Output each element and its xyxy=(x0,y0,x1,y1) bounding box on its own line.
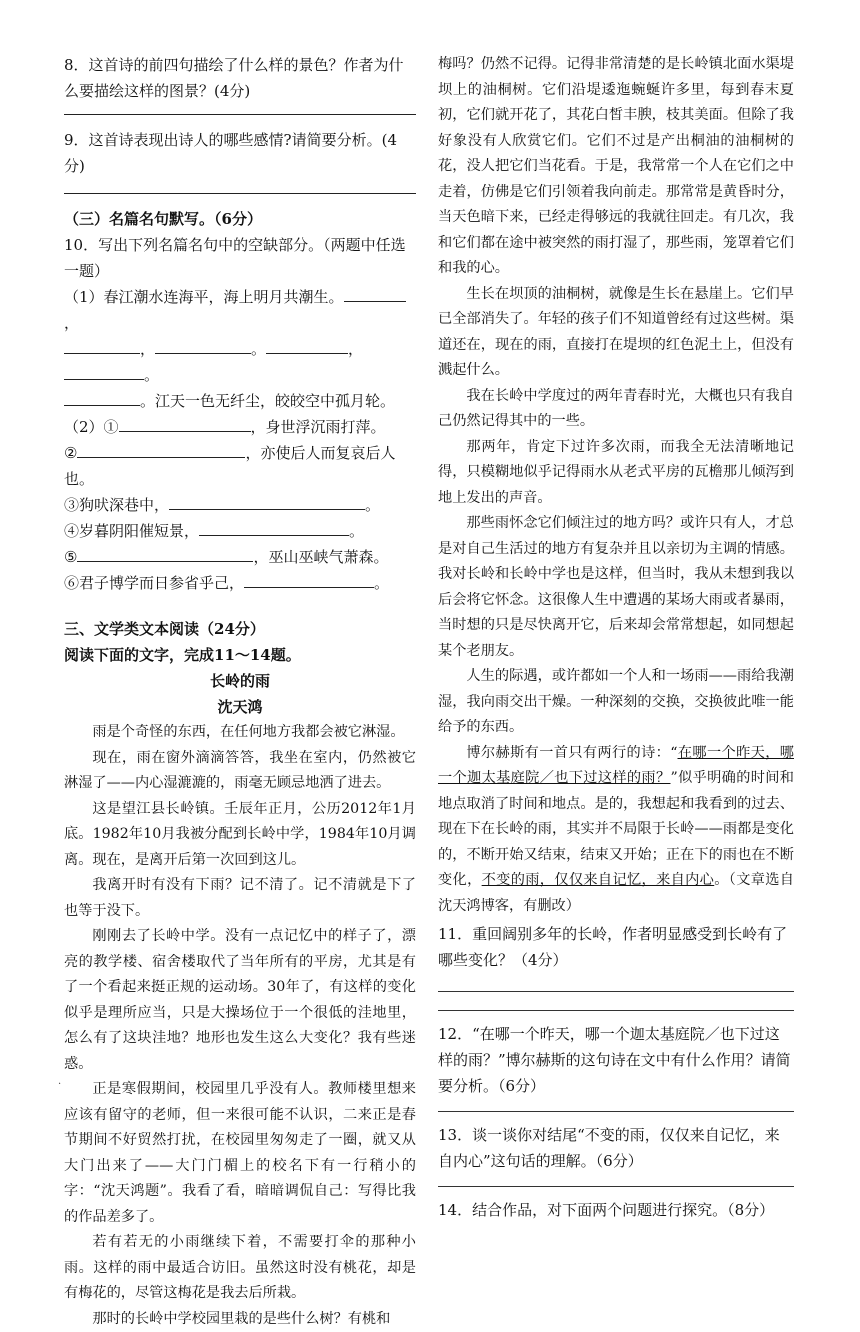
recitation-item-2-3: ③狗吠深巷中， 。 xyxy=(64,492,416,518)
question-14: 14．结合作品，对下面两个问题进行探究。（8分） xyxy=(438,1197,794,1223)
article-paragraph-borges: 博尔赫斯有一首只有两行的诗：“在哪一个昨天，哪一个迦太基庭院／也下过这样的雨？”似乎明确的时间和地点取消了时间和地点。是的，我想起和我看到的过去、现在下在长岭的雨，其实并不局限于长岭——雨都是变化的，不断开始又结束，结束又开始；正在下的雨也在不断变化，不变的雨，仅仅来自记忆，来自内心。（文章选自沈天鸿博客，有删改） xyxy=(438,741,794,920)
answer-line[interactable] xyxy=(438,1111,794,1112)
article-author: 沈天鸿 xyxy=(64,694,416,720)
article-paragraph: 人生的际遇，或许都如一个人和一场雨——雨给我潮湿，我向雨交出干燥。一种深刻的交换，交换彼此唯一能给予的东西。 xyxy=(438,664,794,741)
punctuation: ， xyxy=(140,340,155,358)
article-paragraph: 我离开时有没有下雨？记不清了。记不清就是下了也等于没下。 xyxy=(64,873,416,924)
fill-blank[interactable] xyxy=(77,547,253,562)
fill-blank[interactable] xyxy=(155,339,251,354)
article-title: 长岭的雨 xyxy=(64,668,416,694)
fill-blank[interactable] xyxy=(77,443,245,458)
fill-blank[interactable] xyxy=(64,365,144,380)
punctuation: 。 xyxy=(251,340,266,358)
question-10: 10．写出下列名篇名句中的空缺部分。（两题中任选一题） xyxy=(64,232,416,284)
fill-blank[interactable] xyxy=(244,573,374,588)
article-paragraph: 那时的长岭中学校园里栽的是些什么树？有桃和 xyxy=(64,1307,416,1332)
recitation-item-2-5: ⑤ ，巫山巫峡气萧森。 xyxy=(64,544,416,570)
answer-line[interactable] xyxy=(438,1010,794,1011)
article-paragraph: 若有若无的小雨继续下着，不需要打伞的那种小雨。这样的雨中最适合访旧。虽然这时没有桃花，却是有梅花的，尽管这梅花是我去后所栽。 xyxy=(64,1230,416,1307)
borges-quote: 在哪一个昨天，哪一个迦太基庭院／也下过这样的雨？ xyxy=(438,745,794,787)
answer-line[interactable] xyxy=(438,991,794,992)
answer-line[interactable] xyxy=(64,193,416,194)
article-paragraph: 我在长岭中学度过的两年青春时光，大概也只有我自己仍然记得其中的一些。 xyxy=(438,384,794,435)
article-paragraph: 雨是个奇怪的东西，在任何地方我都会被它淋湿。 xyxy=(64,720,416,746)
recitation-item-1 xyxy=(64,284,416,414)
recitation-item-2-6: ⑥君子博学而日参省乎己， 。 xyxy=(64,570,416,596)
article-paragraph-continued: 梅吗？仍然不记得。记得非常清楚的是长岭镇北面水渠堤坝上的油桐树。它们沿堤逶迤蜿蜒许多里，每到春末夏初，它们就开花了，其花白皙丰腴，枝其美面。但除了我好象没有人欣赏它们。它们不过是产出桐油的油桐树的花，没人把它们当花看。于是，我常常一个人在它们之中走着，仿佛是它们引领着我向前走。那常常是黄昏时分，当天色暗下来，已经走得够远的我就往回走。有几次，我和它们都在途中被突然的雨打湿了，那些雨，笼罩着它们和我的心。 xyxy=(438,52,794,282)
question-8: 8．这首诗的前四句描绘了什么样的景色？作者为什么要描绘这样的图景？(4分) xyxy=(64,52,416,104)
article-paragraph: 正是寒假期间，校园里几乎没有人。教师楼里想来应该有留守的老师，但一来很可能不认识，二来正是春节期间不好贸然打扰，在校园里匆匆走了一圈，就又从大门出来了——大门门楣上的校名下有一行稍小的字：“沈天鸿题”。我看了看，暗暗调侃自己：写得比我的作品差多了。 xyxy=(64,1077,416,1230)
article-paragraph: 那些雨怀念它们倾注过的地方吗？或许只有人，才总是对自己生活过的地方有复杂并且以亲切为主调的情感。我对长岭和长岭中学也是这样，但当时，我从未想到我以后会将它怀念。这很像人生中遭遇的某场大雨或者暴雨，当时想的只是尽快离开它，后来却会常常想起，如同想起某个老朋友。 xyxy=(438,511,794,664)
fill-blank[interactable] xyxy=(266,339,348,354)
question-9: 9．这首诗表现出诗人的哪些感情?请简要分析。(4分) xyxy=(64,127,416,179)
section-heading-recitation: （三）名篇名句默写。（6分） xyxy=(64,206,416,232)
recitation-item-2-2: ② ，亦使后人而复哀后人也。 xyxy=(64,440,416,492)
question-11: 11．重回阔别多年的长岭，作者明显感受到长岭有了哪些变化？（4分） xyxy=(438,921,794,973)
ending-quote: 不变的雨，仅仅来自记忆，来自内心 xyxy=(482,872,715,888)
fill-blank[interactable] xyxy=(119,417,251,432)
answer-line[interactable] xyxy=(438,1186,794,1187)
reading-instruction: 阅读下面的文字，完成11～14题。 xyxy=(64,642,416,668)
article-paragraph: 这是望江县长岭镇。壬辰年正月，公历2012年1月底。1982年10月我被分配到长岭中学，1984年10月调离。现在，是离开后第一次回到这儿。 xyxy=(64,797,416,874)
left-column xyxy=(64,52,416,1332)
stray-mark: . xyxy=(58,1076,61,1087)
recitation-text: 。江天一色无纤尘，皎皎空中孤月轮。 xyxy=(140,392,395,410)
punctuation: 。 xyxy=(144,366,159,384)
fill-blank[interactable] xyxy=(199,521,349,536)
fill-blank[interactable] xyxy=(64,391,140,406)
recitation-item-2-4: ④岁暮阴阳催短景， 。 xyxy=(64,518,416,544)
right-column xyxy=(438,52,794,1223)
section-heading-literature: 三、文学类文本阅读（24分） xyxy=(64,616,416,642)
fill-blank[interactable] xyxy=(169,495,365,510)
recitation-text: （1）春江潮水连海平，海上明月共潮生。 xyxy=(64,288,344,306)
answer-line[interactable] xyxy=(64,114,416,115)
question-13: 13．谈一谈你对结尾“不变的雨，仅仅来自记忆，来自内心”这句话的理解。（6分） xyxy=(438,1122,794,1174)
article-paragraph: 那两年，肯定下过许多次雨，而我全无法清晰地记得，只模糊地似乎记得雨水从老式平房的瓦檐那儿倾泻到地上发出的声音。 xyxy=(438,435,794,512)
article-paragraph: 现在，雨在窗外滴滴答答，我坐在室内，仍然被它淋湿了——内心湿漉漉的，雨毫无顾忌地洒了进去。 xyxy=(64,746,416,797)
recitation-item-2-1: （2）① ，身世浮沉雨打萍。 xyxy=(64,414,416,440)
punctuation: ， xyxy=(64,314,79,332)
question-12: 12．“在哪一个昨天，哪一个迦太基庭院／也下过这样的雨？”博尔赫斯的这句诗在文中有什么作用？请简要分析。（6分） xyxy=(438,1021,794,1099)
fill-blank[interactable] xyxy=(344,287,406,302)
punctuation: ， xyxy=(348,340,363,358)
article-paragraph: 生长在坝顶的油桐树，就像是生长在悬崖上。它们早已全部消失了。年轻的孩子们不知道曾经有过这些树。渠道还在，现在的雨，直接打在堤坝的红色泥土上，但没有溅起什么。 xyxy=(438,282,794,384)
article-paragraph: 刚刚去了长岭中学。没有一点记忆中的样子了，漂亮的教学楼、宿舍楼取代了当年所有的平房，尤其是有了一个看起来挺正规的运动场。30年了，有这样的变化似乎是理所应当，只是大操场位于一个很低的洼地里，怎么有了这块洼地？地形也发生这么大变化？我有些迷惑。 xyxy=(64,924,416,1077)
fill-blank[interactable] xyxy=(64,339,140,354)
